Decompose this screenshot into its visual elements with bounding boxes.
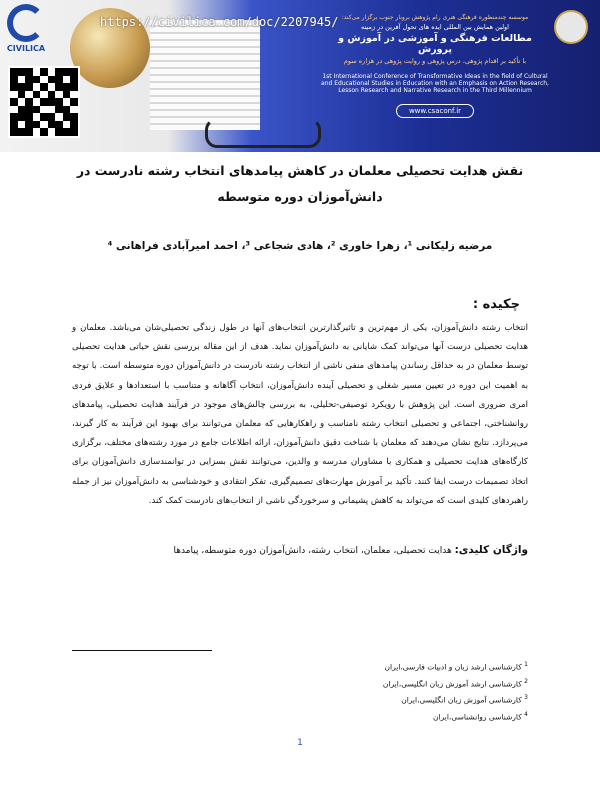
conference-website[interactable]: www.csaconf.ir [396, 104, 474, 118]
conference-emphasis: با تأکید بر اقدام پژوهی، درس پژوهی و روایت پژوهی در هزاره سوم [343, 57, 527, 65]
abstract-text: انتخاب رشته دانش‌آموزان، یکی از مهم‌ترین و تاثیرگذارترین انتخاب‌های آنها در طول زندگی تحصیلی‌شان می‌باشد. معلمان و هدایت تحصیلی درست آنها می‌تواند کمک شایانی به دانش‌آموزان نماید. هدف از این مقاله بررسی نقش حیاتی هدایت تحصیلی توسط معلمان در به حداقل رساندن پیامدهای منفی ناشی از انتخاب رشته نادرست در دانش‌آموزان دوره متوسطه است. با توجه به اهمیت این دوره در تعیین مسیر شغلی و تحصیلی آینده دانش‌آموزان، انتخاب آگاهانه و متناسب با استعدادها و علایق فردی امری ضروری است. این پژوهش با رویکرد توصیفی-تحلیلی، به بررسی چالش‌های موجود در فرآیند هدایت تحصیلی، پیامدهای روانشناختی، اجتماعی و تحصیلی انتخاب رشته نامناسب و راهکارهایی که معلمان می‌توانند برای بهبود این فرآیند به کار گیرند، می‌پردازد. نتایج نشان می‌دهند که معلمان با شناخت دقیق دانش‌آموزان، ارائه اطلاعات جامع در مورد رشته‌های مختلف، برگزاری کارگاه‌های هدایت تحصیلی و همکاری با مشاوران مدرسه و والدین، می‌توانند نقش بسزایی در توانمندسازی دانش‌آموزان برای اتخاذ تصمیمات درست ایفا کنند. تأکید بر آموزش مهارت‌های تصمیم‌گیری، تفکر انتقادی و خودشناسی به دانش‌آموزان نیز از جمله راهبردهای کلیدی است که می‌تواند به کاهش پشیمانی و سرخوردگی ناشی از انتخاب‌های نادرست کمک کند. [72, 323, 528, 506]
conference-english-title: 1st International Conference of Transformative Ideas in the field of Cultural and Educational Studies in Education with an Emphasis on Action Research, Lesson Research and Narrative Research in the Third Millennium [321, 73, 549, 94]
page-number: 1 [297, 738, 303, 748]
footnote-divider [72, 650, 212, 651]
conference-emblem-icon [554, 10, 588, 44]
conference-title: مطالعات فرهنگی و آموزشی در آموزش و پرورش [338, 33, 532, 55]
conference-subtitle: اولین همایش بین المللی ایده های تحول آفرین در زمینه [360, 23, 509, 31]
footnotes [72, 655, 528, 721]
civilica-logo-text: CIVILICA [6, 44, 46, 53]
document-url[interactable]: https://civilica.com/doc/2207945/ [100, 15, 339, 29]
glasses-image [205, 118, 321, 148]
footnote: $^1$ کارشناسی ارشد زبان و ادبیات فارسی،ایران [384, 661, 528, 672]
footnote: $^3$ کارشناسی آموزش زبان انگلیسی،ایران [401, 694, 528, 705]
keywords-label: واژگان کلیدی: [454, 544, 528, 556]
abstract-heading: چکیده : [472, 297, 520, 312]
books-image [150, 20, 260, 130]
keywords-text: هدایت تحصیلی، معلمان، انتخاب رشته، دانش‌آموزان دوره متوسطه، پیامدها [173, 546, 455, 556]
paper-title: نقش هدایت تحصیلی معلمان در کاهش پیامدهای انتخاب رشته نادرست در دانش‌آموزان دوره متوسطه [76, 163, 524, 204]
civilica-logo-icon [7, 4, 45, 42]
conference-banner [0, 0, 600, 152]
qr-code[interactable] [8, 66, 80, 138]
paper-authors: مرضیه زلیکانی ¹، زهرا خاوری ²، هادی شجاعی ³، احمد امیرآبادی فراهانی ⁴ [107, 240, 493, 252]
keywords [72, 544, 528, 556]
footnote: $^4$ کارشناسی روانشناسی،ایران [433, 710, 528, 721]
civilica-logo[interactable] [4, 4, 48, 58]
organizer-line: موسسه چندمنظوره فرهنگی هنری رام پژوهش بروبار جنوب برگزار می‌کند: [341, 14, 529, 21]
footnote: $^2$ کارشناسی ارشد آموزش زبان انگلیسی،ایران [382, 677, 528, 688]
conference-info [320, 14, 550, 118]
